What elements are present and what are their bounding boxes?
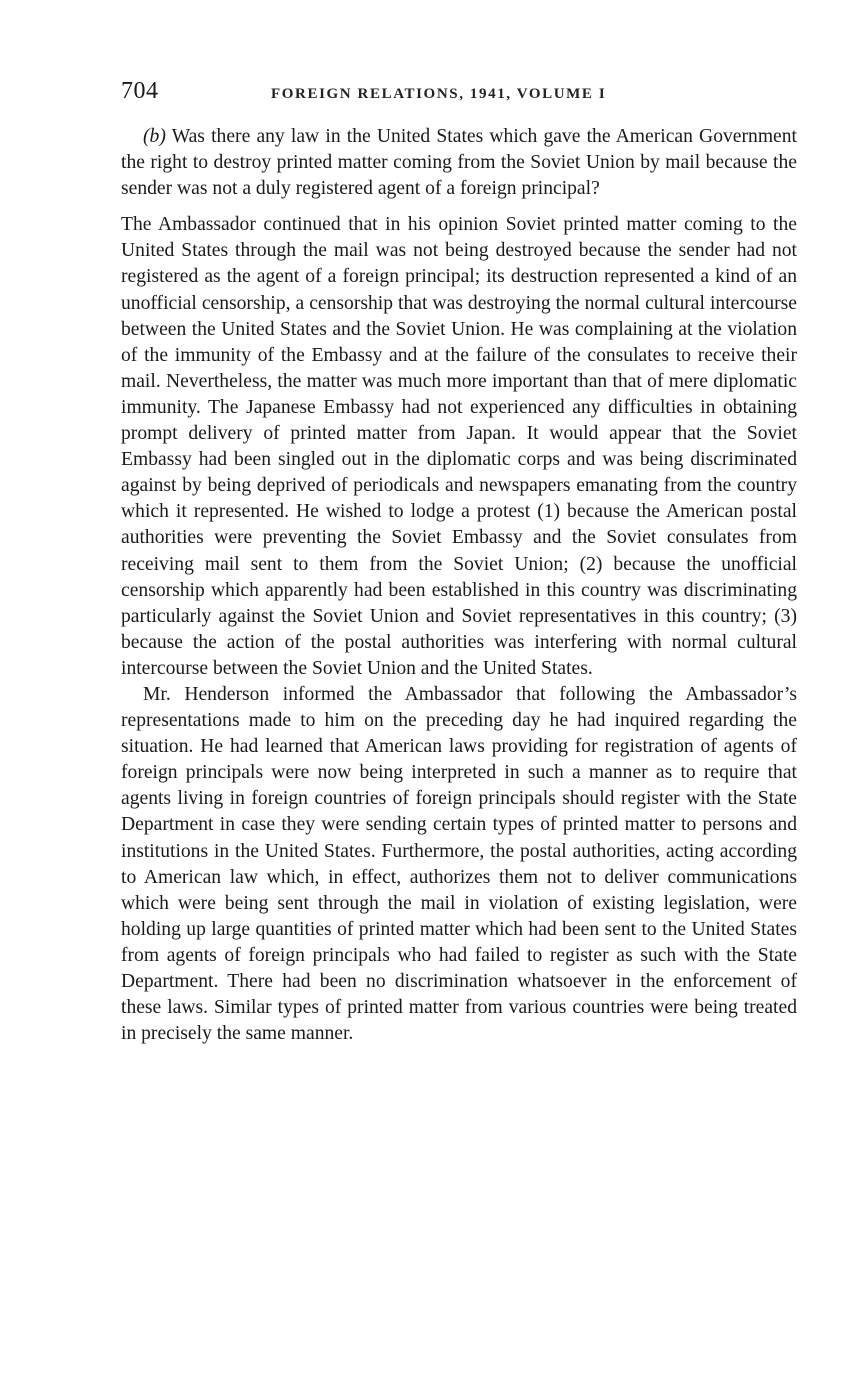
question-item-b <box>121 124 797 202</box>
item-b-text: Was there any law in the United States which gave the American Government the right to destroy printed matter coming from the Soviet Union by mail because the sender was not a duly registered agent of a foreign principal? <box>121 126 797 200</box>
document-page <box>121 78 797 1047</box>
paragraph-ambassador-protest: The Ambassador continued that in his opinion Soviet printed matter coming to the United States through the mail was not being destroyed because the sender had not registered as the agent of a foreign principal; its destruction represented a kind of an unofficial censorship, a censorship that was destroying the normal cultural intercourse between the United States and the Soviet Union. He was complaining at the violation of the immunity of the Embassy and at the failure of the consulates to receive their mail. Nevertheless, the matter was much more important than that of mere diplomatic immunity. The Japanese Embassy had not experienced any difficulties in obtaining prompt delivery of printed matter from Japan. It would appear that the Soviet Embassy had been singled out in the diplomatic corps and was being discriminated against by being deprived of periodicals and newspapers emanating from the country which it represented. He wished to lodge a protest (1) because the American postal authorities were preventing the Soviet Embassy and the Soviet consulates from receiving mail sent to them from the Soviet Union; (2) because the unofficial censorship which apparently had been established in this country was discriminating particularly against the Soviet Union and Soviet representatives in this country; (3) because the action of the postal authorities was interfering with normal cultural intercourse between the Soviet Union and the United States. <box>121 214 797 679</box>
running-head <box>121 78 797 118</box>
page-number: 704 <box>121 78 159 104</box>
running-title: FOREIGN RELATIONS, 1941, VOLUME I <box>271 86 607 102</box>
item-marker: (b) <box>143 126 166 147</box>
paragraph-henderson-reply: Mr. Henderson informed the Ambassador that following the Ambassador’s representations made to him on the preceding day he had inquired regarding the situation. He had learned that American laws providing for registration of agents of foreign principals were now being interpreted in such a manner as to require that agents living in foreign countries of foreign principals should register with the State Department in case they were sending certain types of printed matter to persons and institutions in the United States. Furthermore, the postal authorities, acting according to American law which, in effect, authorizes them not to deliver communications which were being sent through the mail in violation of existing legislation, were holding up large quantities of printed matter which had been sent to the United States from agents of foreign principals who had failed to register as such with the State Department. There had been no discrimination whatsoever in the enforcement of these laws. Similar types of printed matter from various countries were being treated in precisely the same manner. <box>121 683 797 1045</box>
